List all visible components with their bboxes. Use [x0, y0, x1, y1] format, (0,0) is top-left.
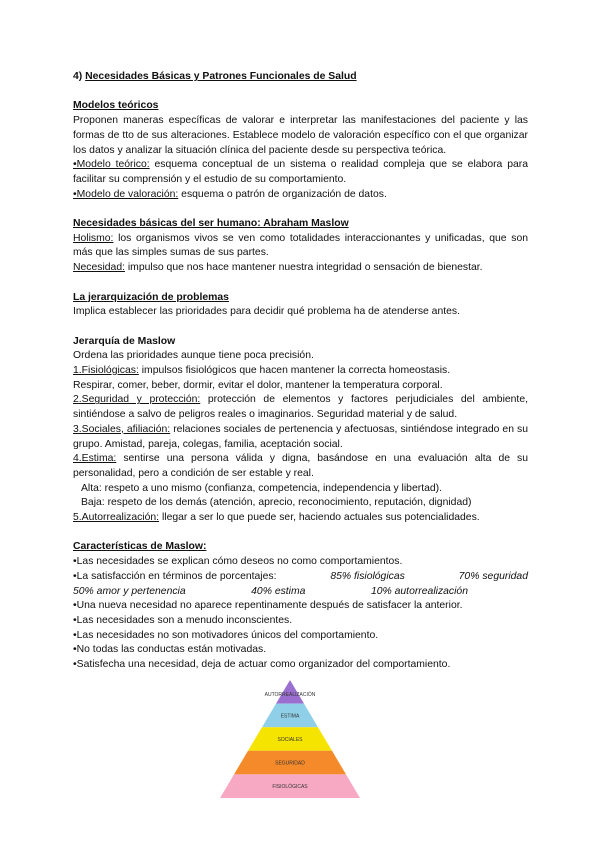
holismo-item: Holismo: los organismos vivos se ven como totalidades interaccionantes y unificadas, que son más que las simples sumas de sus partes. [73, 232, 528, 259]
level-4: 4.Estima: sentirse una persona válida y digna, basándose en una evaluación alta de su personalidad, pero a condición de ser estable y real. [73, 453, 528, 479]
pyramid-label-3: SOCIALES [277, 737, 303, 743]
caracteristica-6: •No todas las conductas están motivadas. [73, 644, 267, 656]
level-4-alta: Alta: respeto a uno mismo (confianza, competencia, independencia y libertad). [81, 482, 442, 494]
caracteristica-2-row1: •La satisfacción en términos de porcentajes: 85% fisiológicas 70% seguridad [73, 570, 528, 582]
necesidad-item: Necesidad: impulso que nos hace mantener nuestra integridad o sensación de bienestar. [73, 262, 483, 274]
level-3: 3.Sociales, afiliación: relaciones sociales de pertenencia y afectuosas, sintiéndose integrado en su grupo. Amistad, pareja, colegas, familia, aceptación social. [73, 423, 528, 450]
pyramid-label-1: AUTORREALIZACIÓN [264, 691, 316, 698]
caracteristica-5: •Las necesidades no son motivadores únicos del comportamiento. [73, 629, 379, 641]
title-number: 4) [73, 71, 83, 82]
level-1: 1.Fisiológicas: impulsos fisiológicos que hacen mantener la correcta homeostasis. [73, 365, 451, 376]
level-4-baja: Baja: respeto de los demás (atención, aprecio, reconocimiento, reputación, dignidad) [81, 497, 472, 509]
modelos-paragraph: Proponen maneras específicas de valorar e interpretar las manifestaciones del paciente y las formas de tto de sus alteraciones. Establece modelo de valoración específico con el que organizar los datos y analizar la situación clínica del paciente desde su perspectiva teórica. [73, 115, 528, 156]
maslow-pyramid [220, 680, 360, 800]
caracteristica-4: •Las necesidades son a menudo inconscientes. [73, 614, 293, 626]
heading-necesidades: Necesidades básicas del ser humano: Abraham Maslow [73, 218, 349, 229]
jerarquia-intro: Ordena las prioridades aunque tiene poca precisión. [73, 350, 314, 362]
pyramid-label-5: FISIOLÓGICAS [272, 784, 308, 791]
level-5: 5.Autorrealización: llegar a ser lo que puede ser, haciendo actuales sus potencialidades. [73, 512, 480, 524]
caracteristica-3: •Una nueva necesidad no aparece repentinamente después de satisfacer la anterior. [73, 600, 463, 612]
modelo-valoracion-item: •Modelo de valoración: esquema o patrón de organización de datos. [73, 188, 387, 200]
level-1-detail: Respirar, comer, beber, dormir, evitar el dolor, mantener la temperatura corporal. [73, 379, 443, 391]
page-title [73, 70, 528, 85]
level-2: 2.Seguridad y protección: protección de elementos y factores perjudiciales del ambiente, sintiéndose a salvo de peligros reales o imaginarios. Seguridad material y de salud. [73, 394, 528, 421]
caracteristica-7: •Satisfecha una necesidad, deja de actuar como organizador del comportamiento. [73, 659, 451, 671]
pyramid-label-2: ESTIMA [280, 713, 300, 720]
heading-jerarquia: Jerarquía de Maslow [73, 335, 176, 347]
document-page [73, 70, 528, 673]
pyramid-label-4: SEGURIDAD [275, 760, 305, 767]
modelo-teorico-item: •Modelo teórico: esquema conceptual de un sistema o realidad compleja que se elabora para facilitar su comprensión y el estudio de su comportamiento. [73, 159, 528, 185]
caracteristica-1: •Las necesidades se explican cómo deseos no como comportamientos. [73, 556, 403, 568]
title-text: Necesidades Básicas y Patrones Funcionales de Salud [85, 71, 357, 82]
jerarquizacion-text: Implica establecer las prioridades para decidir qué problema ha de atenderse antes. [73, 306, 460, 318]
heading-jerarquizacion: La jerarquización de problemas [73, 291, 229, 303]
caracteristica-2-row2: 50% amor y pertenencia 40% estima 10% autorrealización [73, 585, 468, 597]
heading-caracteristicas: Características de Maslow: [73, 541, 207, 553]
heading-modelos: Modelos teóricos [73, 100, 159, 112]
